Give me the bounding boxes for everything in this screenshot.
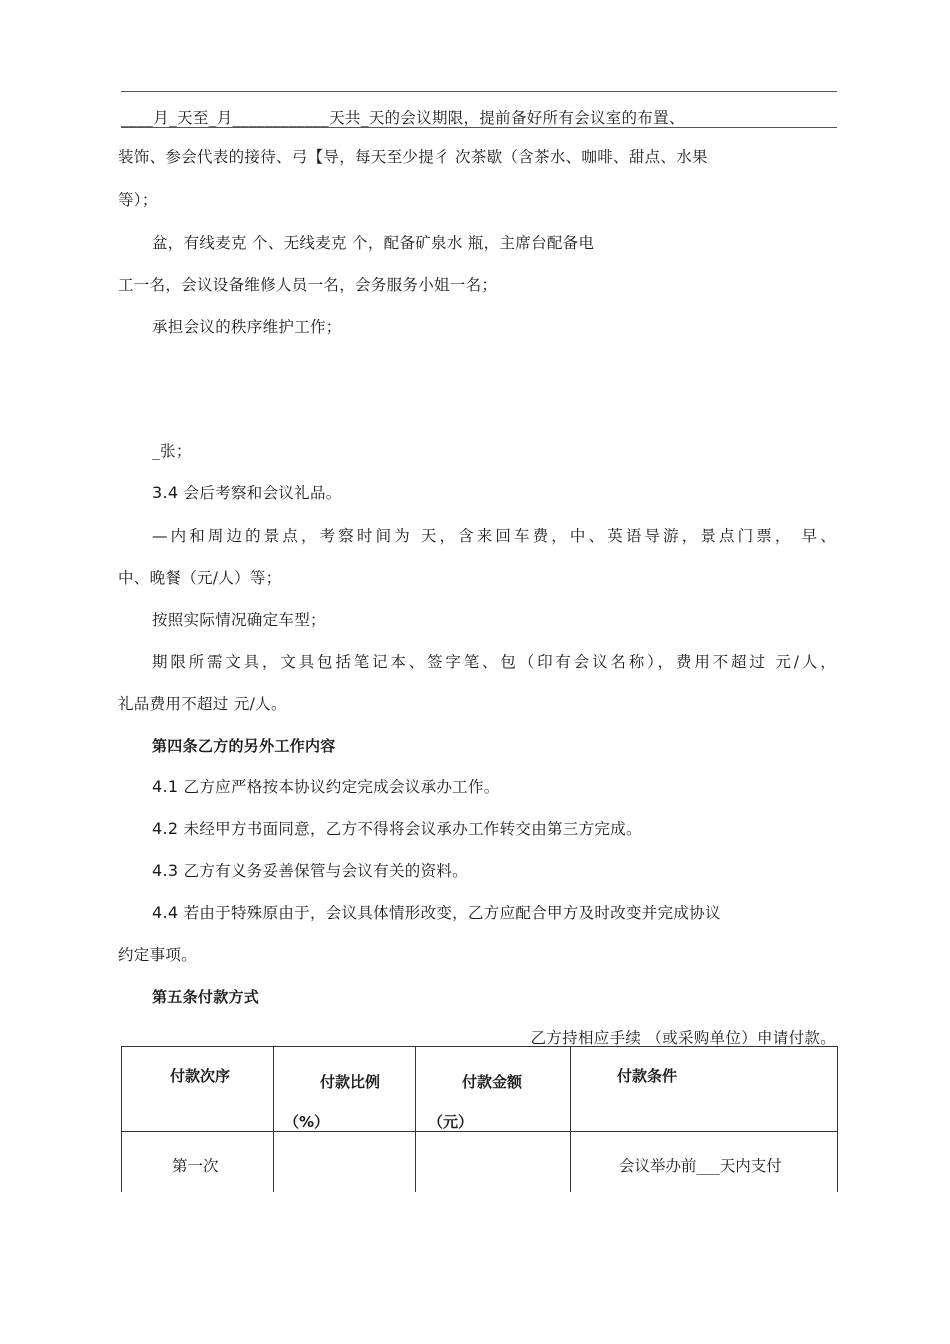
header-ratio-label: 付款比例	[320, 1073, 381, 1091]
cell-order	[122, 1132, 274, 1193]
text-line: 装饰、参会代表的接待、弓【导，每天至少提彳 次茶歇（含茶水、咖啡、甜点、水果	[118, 148, 708, 166]
clause-text: 未经甲方书面同意，乙方不得将会议承办工作转交由第三方完成。	[178, 820, 642, 838]
text-line: 礼品费用不超过 元/人。	[118, 695, 287, 713]
clause-4-1	[152, 776, 500, 798]
clause-number: 4.3	[152, 861, 179, 880]
table-header-row	[122, 1047, 838, 1132]
text-line: 约定事项。	[118, 946, 198, 964]
header-condition-label: 付款条件	[617, 1067, 678, 1085]
text-line: 期限所需文具，文具包括笔记本、签字笔、包（印有会议名称），费用不超过 元/人，	[152, 653, 836, 671]
header-cell-condition	[571, 1047, 838, 1132]
cell-amount	[416, 1132, 571, 1193]
header-amount-label: 付款金额	[462, 1073, 523, 1091]
clause-4-2	[152, 818, 642, 840]
payment-table	[121, 1046, 838, 1192]
top-rule	[121, 91, 837, 92]
row-order-value: 第一次	[172, 1157, 219, 1175]
text-line: 承担会议的秩序维护工作；	[152, 318, 342, 336]
clause-number: 4.1	[152, 777, 179, 796]
header-amount-unit: （元）	[428, 1113, 474, 1131]
text-line: 中、晚餐（元/人）等；	[118, 569, 282, 587]
text-line: _张；	[152, 442, 192, 460]
clause-number: 4.2	[152, 819, 179, 838]
clause-4-3	[152, 860, 468, 882]
header-ratio-unit: （%）	[284, 1113, 330, 1131]
clause-text: 乙方有义务妥善保管与会议有关的资料。	[178, 862, 468, 880]
header-cell-amount	[416, 1047, 571, 1132]
clause-number: 3.4	[152, 483, 179, 502]
text-line: 盆，有线麦克 个、无线麦克 个，配备矿泉水 瓶，主席台配备电	[152, 234, 595, 252]
header-cell-order	[122, 1047, 274, 1132]
clause-3-4	[152, 482, 342, 504]
text-line: 工一名，会议设备维修人员一名，会务服务小姐一名；	[118, 276, 498, 294]
clause-text: 乙方应严格按本协议约定完成会议承办工作。	[178, 778, 500, 796]
text-line: ____月_天至_月____________天共_天的会议期限，提前备好所有会议室的布置、	[121, 109, 685, 127]
clause-text: 会后考察和会议礼品。	[178, 484, 342, 502]
section-heading-4: 第四条乙方的另外工作内容	[152, 737, 336, 755]
cell-condition	[571, 1132, 838, 1193]
header-cell-ratio	[274, 1047, 416, 1132]
cell-ratio	[274, 1132, 416, 1193]
text-line: 按照实际情况确定车型；	[152, 611, 326, 629]
clause-number: 4.4	[152, 903, 179, 922]
payment-note: 乙方持相应手续 （或采购单位）申请付款。	[530, 1029, 836, 1047]
header-order-label: 付款次序	[170, 1067, 231, 1085]
text-line: 等）；	[118, 191, 158, 209]
text-line: —内和周边的景点，考察时间为 天，含来回车费，中、英语导游，景点门票， 早、	[152, 527, 836, 545]
section-heading-5: 第五条付款方式	[152, 988, 260, 1006]
row-condition-value: 会议举办前___天内支付	[619, 1157, 782, 1175]
clause-text: 若由于特殊原由于，会议具体情形改变，乙方应配合甲方及时改变并完成协议	[178, 904, 721, 922]
clause-4-4	[152, 902, 721, 924]
table-row	[122, 1132, 838, 1193]
